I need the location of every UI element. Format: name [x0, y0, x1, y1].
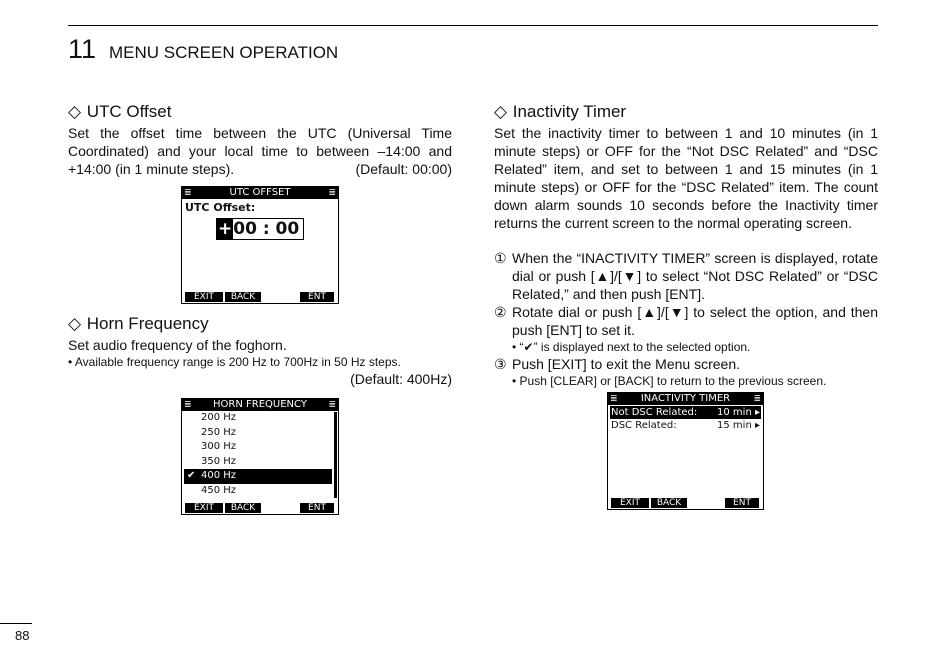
horn-title: ◇ Horn Frequency: [68, 314, 209, 333]
menu-icon: ≣: [753, 394, 761, 404]
menu-icon: ≣: [328, 400, 336, 410]
ent-button[interactable]: ENT: [300, 503, 334, 513]
note-check: • “✔” is displayed next to the selected option.: [512, 340, 751, 354]
horn-screen: [181, 398, 339, 515]
step-1: ① When the “INACTIVITY TIMER” screen is displayed, rotate dial or push [▲]/[▼] to select “Not DSC Related” or “DSC Related,” and then push [ENT].: [494, 250, 878, 302]
list-item[interactable]: 300 Hz: [201, 441, 237, 452]
inactivity-text: Set the inactivity timer to between 1 and 10 minutes (in 1 minute steps) or OFF for the “Not DSC Related” and “DSC Related” item, and set to between 1 and 15 minutes (in 1 minute steps) or OFF for the “DSC Related” item. The count down alarm sounds 10 seconds before the Inactivity timer returns the current screen to the normal operating screen.: [494, 125, 878, 231]
arrow-right-icon: ▸: [754, 407, 760, 418]
inactivity-section: [494, 102, 878, 389]
list-item-selected[interactable]: ✔ 400 Hz: [184, 469, 332, 484]
utc-sign: +: [218, 219, 233, 239]
utc-section: [68, 102, 452, 178]
menu-icon: ≣: [610, 394, 618, 404]
ent-button[interactable]: ENT: [725, 498, 759, 508]
list-item[interactable]: 450 Hz: [201, 484, 237, 496]
inactivity-screen-titlebar: ≣ INACTIVITY TIMER ≣: [610, 393, 761, 404]
utc-title: ◇ UTC Offset: [68, 102, 172, 121]
back-button[interactable]: BACK: [651, 498, 687, 508]
exit-button[interactable]: EXIT: [611, 498, 649, 508]
step-2: ② Rotate dial or push [▲]/[▼] to select the option, and then push [ENT] to set it.: [494, 304, 878, 338]
inactivity-title: ◇ Inactivity Timer: [494, 102, 627, 121]
diamond-icon: ◇: [68, 102, 82, 121]
list-item[interactable]: 350 Hz: [201, 455, 237, 467]
arrow-right-icon: ▸: [754, 420, 760, 431]
step-number: ①: [494, 250, 507, 266]
exit-button[interactable]: EXIT: [185, 292, 223, 302]
horn-section: [68, 314, 452, 388]
utc-screen: [181, 186, 339, 304]
horn-text: Set audio frequency of the foghorn.: [68, 337, 287, 353]
ent-button[interactable]: ENT: [300, 292, 334, 302]
scrollbar[interactable]: [334, 412, 337, 498]
horn-default: (Default: 400Hz): [350, 371, 452, 387]
page-number-rule: [0, 623, 32, 624]
page-number: 88: [15, 628, 30, 643]
utc-screen-label: UTC Offset:: [185, 201, 256, 214]
chapter-number: 11: [68, 34, 97, 64]
utc-value-box[interactable]: [216, 218, 304, 240]
step-number: ③: [494, 356, 507, 372]
horn-screen-titlebar: ≣ HORN FREQUENCY ≣: [184, 399, 336, 410]
note-clear: • Push [CLEAR] or [BACK] to return to the previous screen.: [512, 374, 827, 388]
horn-list: [184, 411, 332, 498]
list-item[interactable]: 200 Hz: [201, 412, 237, 423]
back-button[interactable]: BACK: [225, 292, 261, 302]
exit-button[interactable]: EXIT: [185, 503, 223, 513]
utc-default: (Default: 00:00): [355, 161, 452, 177]
chapter-title: MENU SCREEN OPERATION: [109, 43, 339, 62]
header-rule: [68, 25, 878, 26]
step-number: ②: [494, 304, 507, 320]
diamond-icon: ◇: [68, 314, 82, 333]
not-dsc-related-row[interactable]: Not DSC Related: 10 min ▸: [611, 407, 760, 418]
utc-value: 00 : 00: [233, 219, 300, 239]
check-icon: ✔: [187, 470, 196, 481]
utc-screen-titlebar: ≣ UTC OFFSET ≣: [184, 187, 336, 198]
diamond-icon: ◇: [494, 102, 508, 121]
back-button[interactable]: BACK: [225, 503, 261, 513]
utc-text: Set the offset time between the UTC (Universal Time Coordinated) and your local time to between –14:00 and +14:00 (in 1 minute steps).: [68, 125, 452, 177]
list-item[interactable]: 250 Hz: [201, 426, 237, 438]
inactivity-screen: [607, 392, 764, 510]
dsc-related-row[interactable]: DSC Related: 15 min ▸: [611, 420, 760, 431]
menu-icon: ≣: [184, 400, 192, 410]
horn-note: • Available frequency range is 200 Hz to 700Hz in 50 Hz steps.: [68, 355, 401, 369]
step-3: ③ Push [EXIT] to exit the Menu screen.: [494, 356, 740, 372]
menu-icon: ≣: [328, 188, 336, 198]
menu-icon: ≣: [184, 188, 192, 198]
